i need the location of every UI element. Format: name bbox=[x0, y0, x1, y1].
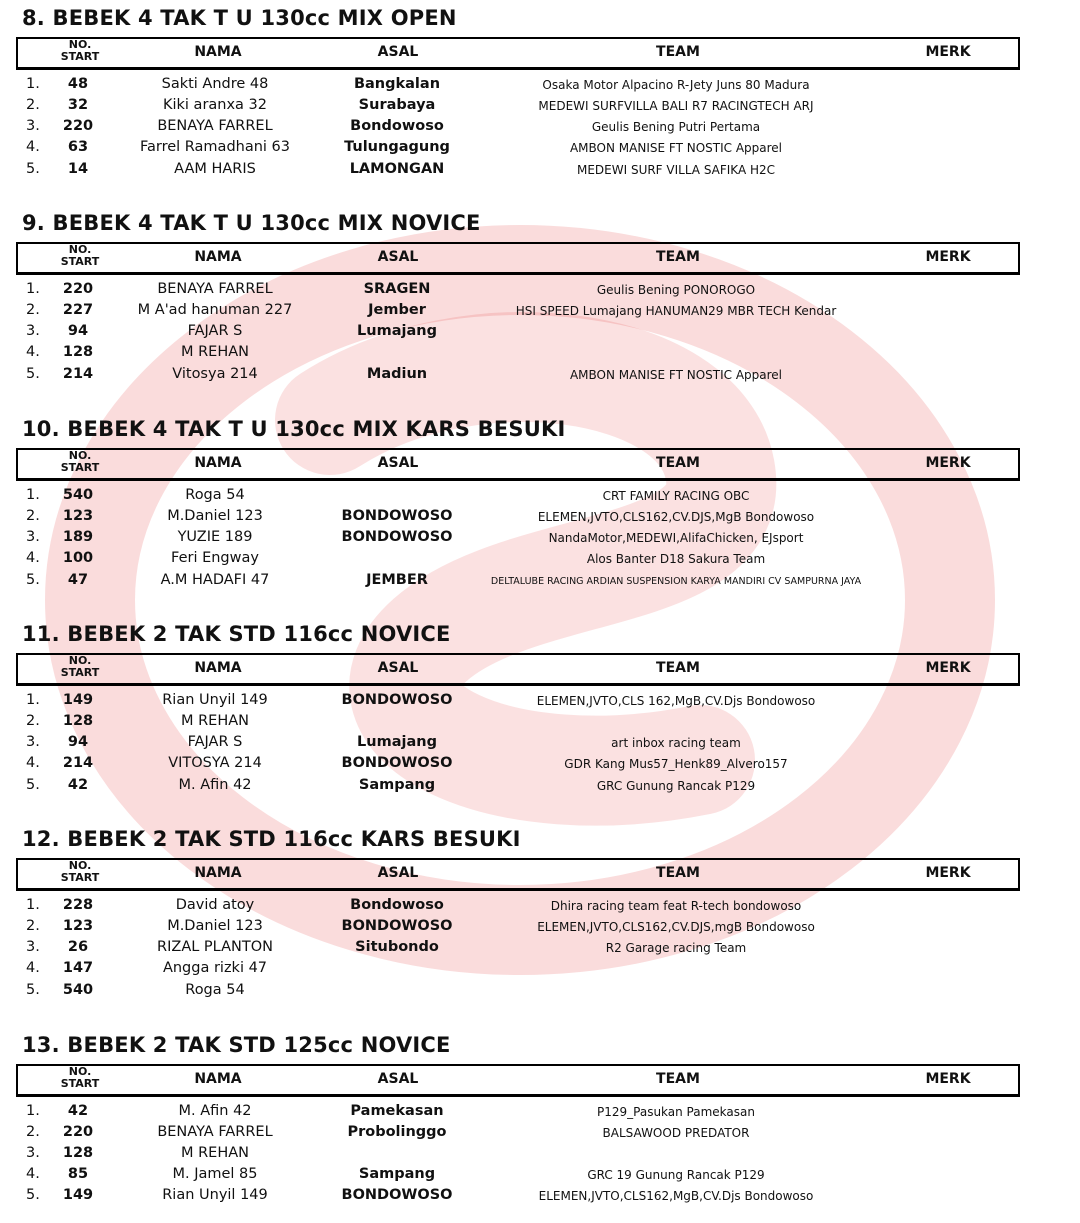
rider-team: AMBON MANISE FT NOSTIC Apparel bbox=[569, 141, 783, 155]
col-nama: NAMA bbox=[194, 1071, 242, 1087]
table-row bbox=[0, 281, 1080, 302]
table-row bbox=[0, 734, 1080, 755]
race-section bbox=[0, 616, 1080, 812]
rider-origin: Tulungagung bbox=[344, 139, 450, 155]
start-number: 42 bbox=[67, 1103, 89, 1119]
start-number: 149 bbox=[62, 692, 94, 708]
rider-name: M. Afin 42 bbox=[178, 777, 252, 793]
rider-origin: SRAGEN bbox=[363, 281, 431, 297]
table-row bbox=[0, 918, 1080, 939]
col-no-start: NO. START bbox=[60, 38, 100, 63]
position: 5. bbox=[26, 1187, 40, 1203]
table-row bbox=[0, 508, 1080, 529]
rider-name: David atoy bbox=[175, 897, 255, 913]
rider-name: Kiki aranxa 32 bbox=[162, 97, 268, 113]
section-title: 11. BEBEK 2 TAK STD 116cc NOVICE bbox=[22, 622, 451, 646]
col-team: TEAM bbox=[656, 1071, 700, 1087]
start-number: 214 bbox=[62, 755, 94, 771]
col-merk: MERK bbox=[925, 865, 971, 881]
section-title: 8. BEBEK 4 TAK T U 130cc MIX OPEN bbox=[22, 6, 457, 30]
col-no-start: NO. START bbox=[60, 859, 100, 884]
start-number: 128 bbox=[62, 713, 94, 729]
rider-team: Geulis Bening Putri Pertama bbox=[591, 120, 761, 134]
start-number: 32 bbox=[67, 97, 89, 113]
position: 1. bbox=[26, 76, 40, 92]
col-nama: NAMA bbox=[194, 660, 242, 676]
rider-name: YUZIE 189 bbox=[177, 529, 253, 545]
col-no-start: NO. START bbox=[60, 449, 100, 474]
start-number: 63 bbox=[67, 139, 89, 155]
rider-origin: Lumajang bbox=[357, 323, 437, 339]
rider-team: Alos Banter D18 Sakura Team bbox=[586, 552, 766, 566]
rider-origin: Sampang bbox=[358, 777, 436, 793]
rider-team: Geulis Bening PONOROGO bbox=[596, 283, 756, 297]
col-nama: NAMA bbox=[194, 44, 242, 60]
rider-origin: Probolinggo bbox=[347, 1124, 447, 1140]
position: 3. bbox=[26, 529, 40, 545]
rider-team: AMBON MANISE FT NOSTIC Apparel bbox=[569, 368, 783, 382]
position: 5. bbox=[26, 366, 40, 382]
col-asal: ASAL bbox=[377, 660, 419, 676]
position: 2. bbox=[26, 508, 40, 524]
position: 4. bbox=[26, 755, 40, 771]
rider-team: NandaMotor,MEDEWI,AlifaChicken, EJsport bbox=[548, 531, 804, 545]
rider-team: GRC 19 Gunung Rancak P129 bbox=[587, 1168, 765, 1182]
table-row bbox=[0, 323, 1080, 344]
col-no-start: NO. START bbox=[60, 1065, 100, 1090]
rider-name: Roga 54 bbox=[185, 487, 245, 503]
position: 1. bbox=[26, 487, 40, 503]
col-team: TEAM bbox=[656, 44, 700, 60]
table-row bbox=[0, 1124, 1080, 1145]
position: 5. bbox=[26, 982, 40, 998]
position: 3. bbox=[26, 323, 40, 339]
start-number: 227 bbox=[62, 302, 94, 318]
rider-team: ELEMEN,JVTO,CLS 162,MgB,CV.Djs Bondowoso bbox=[536, 694, 816, 708]
table-row bbox=[0, 487, 1080, 508]
rider-name: M. Jamel 85 bbox=[172, 1166, 258, 1182]
rider-team: art inbox racing team bbox=[611, 736, 741, 750]
position: 4. bbox=[26, 960, 40, 976]
rider-name: Angga rizki 47 bbox=[162, 960, 268, 976]
table-row bbox=[0, 939, 1080, 960]
rider-team: GRC Gunung Rancak P129 bbox=[596, 779, 756, 793]
start-number: 128 bbox=[62, 344, 94, 360]
table-header bbox=[16, 858, 1020, 891]
rider-team: ELEMEN,JVTO,CLS162,CV.DJS,mgB Bondowoso bbox=[537, 920, 815, 934]
rider-name: Vitosya 214 bbox=[172, 366, 258, 382]
rider-origin: BONDOWOSO bbox=[341, 918, 453, 934]
rider-origin: Situbondo bbox=[355, 939, 439, 955]
rider-name: VITOSYA 214 bbox=[168, 755, 262, 771]
rider-name: Rian Unyil 149 bbox=[162, 1187, 268, 1203]
position: 5. bbox=[26, 161, 40, 177]
table-row bbox=[0, 97, 1080, 118]
start-number: 123 bbox=[62, 918, 94, 934]
rider-name: M A'ad hanuman 227 bbox=[137, 302, 293, 318]
rider-origin: Sampang bbox=[358, 1166, 436, 1182]
rider-team: GDR Kang Mus57_Henk89_Alvero157 bbox=[564, 757, 788, 771]
start-number: 94 bbox=[67, 323, 89, 339]
rider-name: AAM HARIS bbox=[174, 161, 256, 177]
section-title: 9. BEBEK 4 TAK T U 130cc MIX NOVICE bbox=[22, 211, 481, 235]
start-number: 47 bbox=[67, 572, 89, 588]
col-merk: MERK bbox=[925, 660, 971, 676]
col-team: TEAM bbox=[656, 455, 700, 471]
race-section bbox=[0, 1027, 1080, 1223]
col-asal: ASAL bbox=[377, 1071, 419, 1087]
col-no-start: NO. START bbox=[60, 243, 100, 268]
rider-team: DELTALUBE RACING ARDIAN SUSPENSION KARYA MANDIRI CV SAMPURNA JAYA bbox=[490, 576, 862, 587]
col-asal: ASAL bbox=[377, 44, 419, 60]
table-row bbox=[0, 76, 1080, 97]
table-header bbox=[16, 242, 1020, 275]
table-header bbox=[16, 1064, 1020, 1097]
position: 5. bbox=[26, 572, 40, 588]
position: 1. bbox=[26, 692, 40, 708]
rider-origin: Bangkalan bbox=[353, 76, 441, 92]
table-row bbox=[0, 161, 1080, 182]
position: 3. bbox=[26, 734, 40, 750]
table-row bbox=[0, 118, 1080, 139]
table-row bbox=[0, 344, 1080, 365]
position: 1. bbox=[26, 281, 40, 297]
position: 1. bbox=[26, 1103, 40, 1119]
rider-name: M REHAN bbox=[180, 713, 250, 729]
table-header bbox=[16, 37, 1020, 70]
rider-name: M. Afin 42 bbox=[178, 1103, 252, 1119]
col-nama: NAMA bbox=[194, 455, 242, 471]
rider-team: CRT FAMILY RACING OBC bbox=[602, 489, 750, 503]
rider-origin: Surabaya bbox=[358, 97, 436, 113]
start-number: 220 bbox=[62, 118, 94, 134]
table-row bbox=[0, 139, 1080, 160]
rider-name: M REHAN bbox=[180, 344, 250, 360]
rider-name: Roga 54 bbox=[185, 982, 245, 998]
position: 3. bbox=[26, 118, 40, 134]
rider-origin: BONDOWOSO bbox=[341, 692, 453, 708]
rider-team: MEDEWI SURFVILLA BALI R7 RACINGTECH ARJ bbox=[538, 99, 814, 113]
col-merk: MERK bbox=[925, 1071, 971, 1087]
col-merk: MERK bbox=[925, 249, 971, 265]
rider-name: M REHAN bbox=[180, 1145, 250, 1161]
rider-team: R2 Garage racing Team bbox=[605, 941, 747, 955]
start-number: 228 bbox=[62, 897, 94, 913]
rider-name: M.Daniel 123 bbox=[167, 508, 263, 524]
start-number: 220 bbox=[62, 1124, 94, 1140]
table-row bbox=[0, 529, 1080, 550]
position: 4. bbox=[26, 139, 40, 155]
start-number: 149 bbox=[62, 1187, 94, 1203]
position: 3. bbox=[26, 939, 40, 955]
rider-origin: LAMONGAN bbox=[349, 161, 445, 177]
rider-team: HSI SPEED Lumajang HANUMAN29 MBR TECH Kendar bbox=[515, 304, 837, 318]
table-row bbox=[0, 1145, 1080, 1166]
col-merk: MERK bbox=[925, 455, 971, 471]
race-section bbox=[0, 821, 1080, 1017]
position: 2. bbox=[26, 1124, 40, 1140]
start-number: 540 bbox=[62, 487, 94, 503]
position: 5. bbox=[26, 777, 40, 793]
rider-origin: Madiun bbox=[366, 366, 428, 382]
start-number: 147 bbox=[62, 960, 94, 976]
race-section bbox=[0, 205, 1080, 401]
rider-origin: BONDOWOSO bbox=[341, 508, 453, 524]
position: 4. bbox=[26, 344, 40, 360]
rider-team: ELEMEN,JVTO,CLS162,CV.DJS,MgB Bondowoso bbox=[537, 510, 815, 524]
col-merk: MERK bbox=[925, 44, 971, 60]
rider-name: BENAYA FARREL bbox=[157, 281, 273, 297]
position: 2. bbox=[26, 918, 40, 934]
start-number: 540 bbox=[62, 982, 94, 998]
rider-name: Farrel Ramadhani 63 bbox=[139, 139, 290, 155]
col-nama: NAMA bbox=[194, 865, 242, 881]
start-number: 214 bbox=[62, 366, 94, 382]
section-title: 10. BEBEK 4 TAK T U 130cc MIX KARS BESUKI bbox=[22, 417, 566, 441]
rider-name: FAJAR S bbox=[187, 734, 243, 750]
start-number: 128 bbox=[62, 1145, 94, 1161]
table-row bbox=[0, 366, 1080, 387]
rider-origin: BONDOWOSO bbox=[341, 1187, 453, 1203]
table-row bbox=[0, 897, 1080, 918]
start-number: 220 bbox=[62, 281, 94, 297]
rider-team: P129_Pasukan Pamekasan bbox=[597, 1105, 755, 1119]
rider-team: Dhira racing team feat R-tech bondowoso bbox=[550, 899, 802, 913]
table-header bbox=[16, 448, 1020, 481]
col-asal: ASAL bbox=[377, 249, 419, 265]
rider-origin: Lumajang bbox=[357, 734, 437, 750]
position: 2. bbox=[26, 713, 40, 729]
col-no-start: NO. START bbox=[60, 654, 100, 679]
table-row bbox=[0, 755, 1080, 776]
rider-origin: JEMBER bbox=[366, 572, 428, 588]
rider-name: M.Daniel 123 bbox=[167, 918, 263, 934]
table-row bbox=[0, 302, 1080, 323]
table-row bbox=[0, 572, 1080, 593]
rider-origin: Bondowoso bbox=[350, 897, 444, 913]
col-team: TEAM bbox=[656, 249, 700, 265]
table-row bbox=[0, 777, 1080, 798]
race-section bbox=[0, 411, 1080, 607]
position: 4. bbox=[26, 1166, 40, 1182]
rider-name: RIZAL PLANTON bbox=[157, 939, 273, 955]
start-number: 123 bbox=[62, 508, 94, 524]
position: 4. bbox=[26, 550, 40, 566]
race-section bbox=[0, 0, 1080, 196]
rider-team: MEDEWI SURF VILLA SAFIKA H2C bbox=[576, 163, 776, 177]
rider-origin: BONDOWOSO bbox=[341, 755, 453, 771]
col-asal: ASAL bbox=[377, 455, 419, 471]
table-row bbox=[0, 692, 1080, 713]
rider-origin: BONDOWOSO bbox=[341, 529, 453, 545]
start-number: 14 bbox=[67, 161, 89, 177]
rider-origin: Bondowoso bbox=[350, 118, 444, 134]
section-title: 12. BEBEK 2 TAK STD 116cc KARS BESUKI bbox=[22, 827, 521, 851]
col-asal: ASAL bbox=[377, 865, 419, 881]
table-row bbox=[0, 1166, 1080, 1187]
rider-name: Rian Unyil 149 bbox=[162, 692, 268, 708]
table-row bbox=[0, 982, 1080, 1003]
col-team: TEAM bbox=[656, 660, 700, 676]
col-nama: NAMA bbox=[194, 249, 242, 265]
rider-team: ELEMEN,JVTO,CLS162,MgB,CV.Djs Bondowoso bbox=[538, 1189, 814, 1203]
rider-name: BENAYA FARREL bbox=[157, 1124, 273, 1140]
start-number: 85 bbox=[67, 1166, 89, 1182]
start-number: 94 bbox=[67, 734, 89, 750]
start-number: 100 bbox=[62, 550, 94, 566]
start-number: 189 bbox=[62, 529, 94, 545]
rider-name: Sakti Andre 48 bbox=[161, 76, 269, 92]
position: 2. bbox=[26, 302, 40, 318]
col-team: TEAM bbox=[656, 865, 700, 881]
position: 2. bbox=[26, 97, 40, 113]
section-title: 13. BEBEK 2 TAK STD 125cc NOVICE bbox=[22, 1033, 451, 1057]
table-row bbox=[0, 1187, 1080, 1208]
table-row bbox=[0, 713, 1080, 734]
rider-team: Osaka Motor Alpacino R-Jety Juns 80 Madura bbox=[542, 78, 810, 92]
table-header bbox=[16, 653, 1020, 686]
rider-name: BENAYA FARREL bbox=[157, 118, 273, 134]
rider-name: A.M HADAFI 47 bbox=[160, 572, 270, 588]
rider-origin: Pamekasan bbox=[350, 1103, 444, 1119]
table-row bbox=[0, 1103, 1080, 1124]
start-number: 48 bbox=[67, 76, 89, 92]
start-number: 42 bbox=[67, 777, 89, 793]
table-row bbox=[0, 550, 1080, 571]
rider-name: Feri Engway bbox=[171, 550, 259, 566]
rider-origin: Jember bbox=[368, 302, 426, 318]
rider-team: BALSAWOOD PREDATOR bbox=[602, 1126, 750, 1140]
rider-name: FAJAR S bbox=[187, 323, 243, 339]
position: 3. bbox=[26, 1145, 40, 1161]
position: 1. bbox=[26, 897, 40, 913]
start-number: 26 bbox=[67, 939, 89, 955]
table-row bbox=[0, 960, 1080, 981]
